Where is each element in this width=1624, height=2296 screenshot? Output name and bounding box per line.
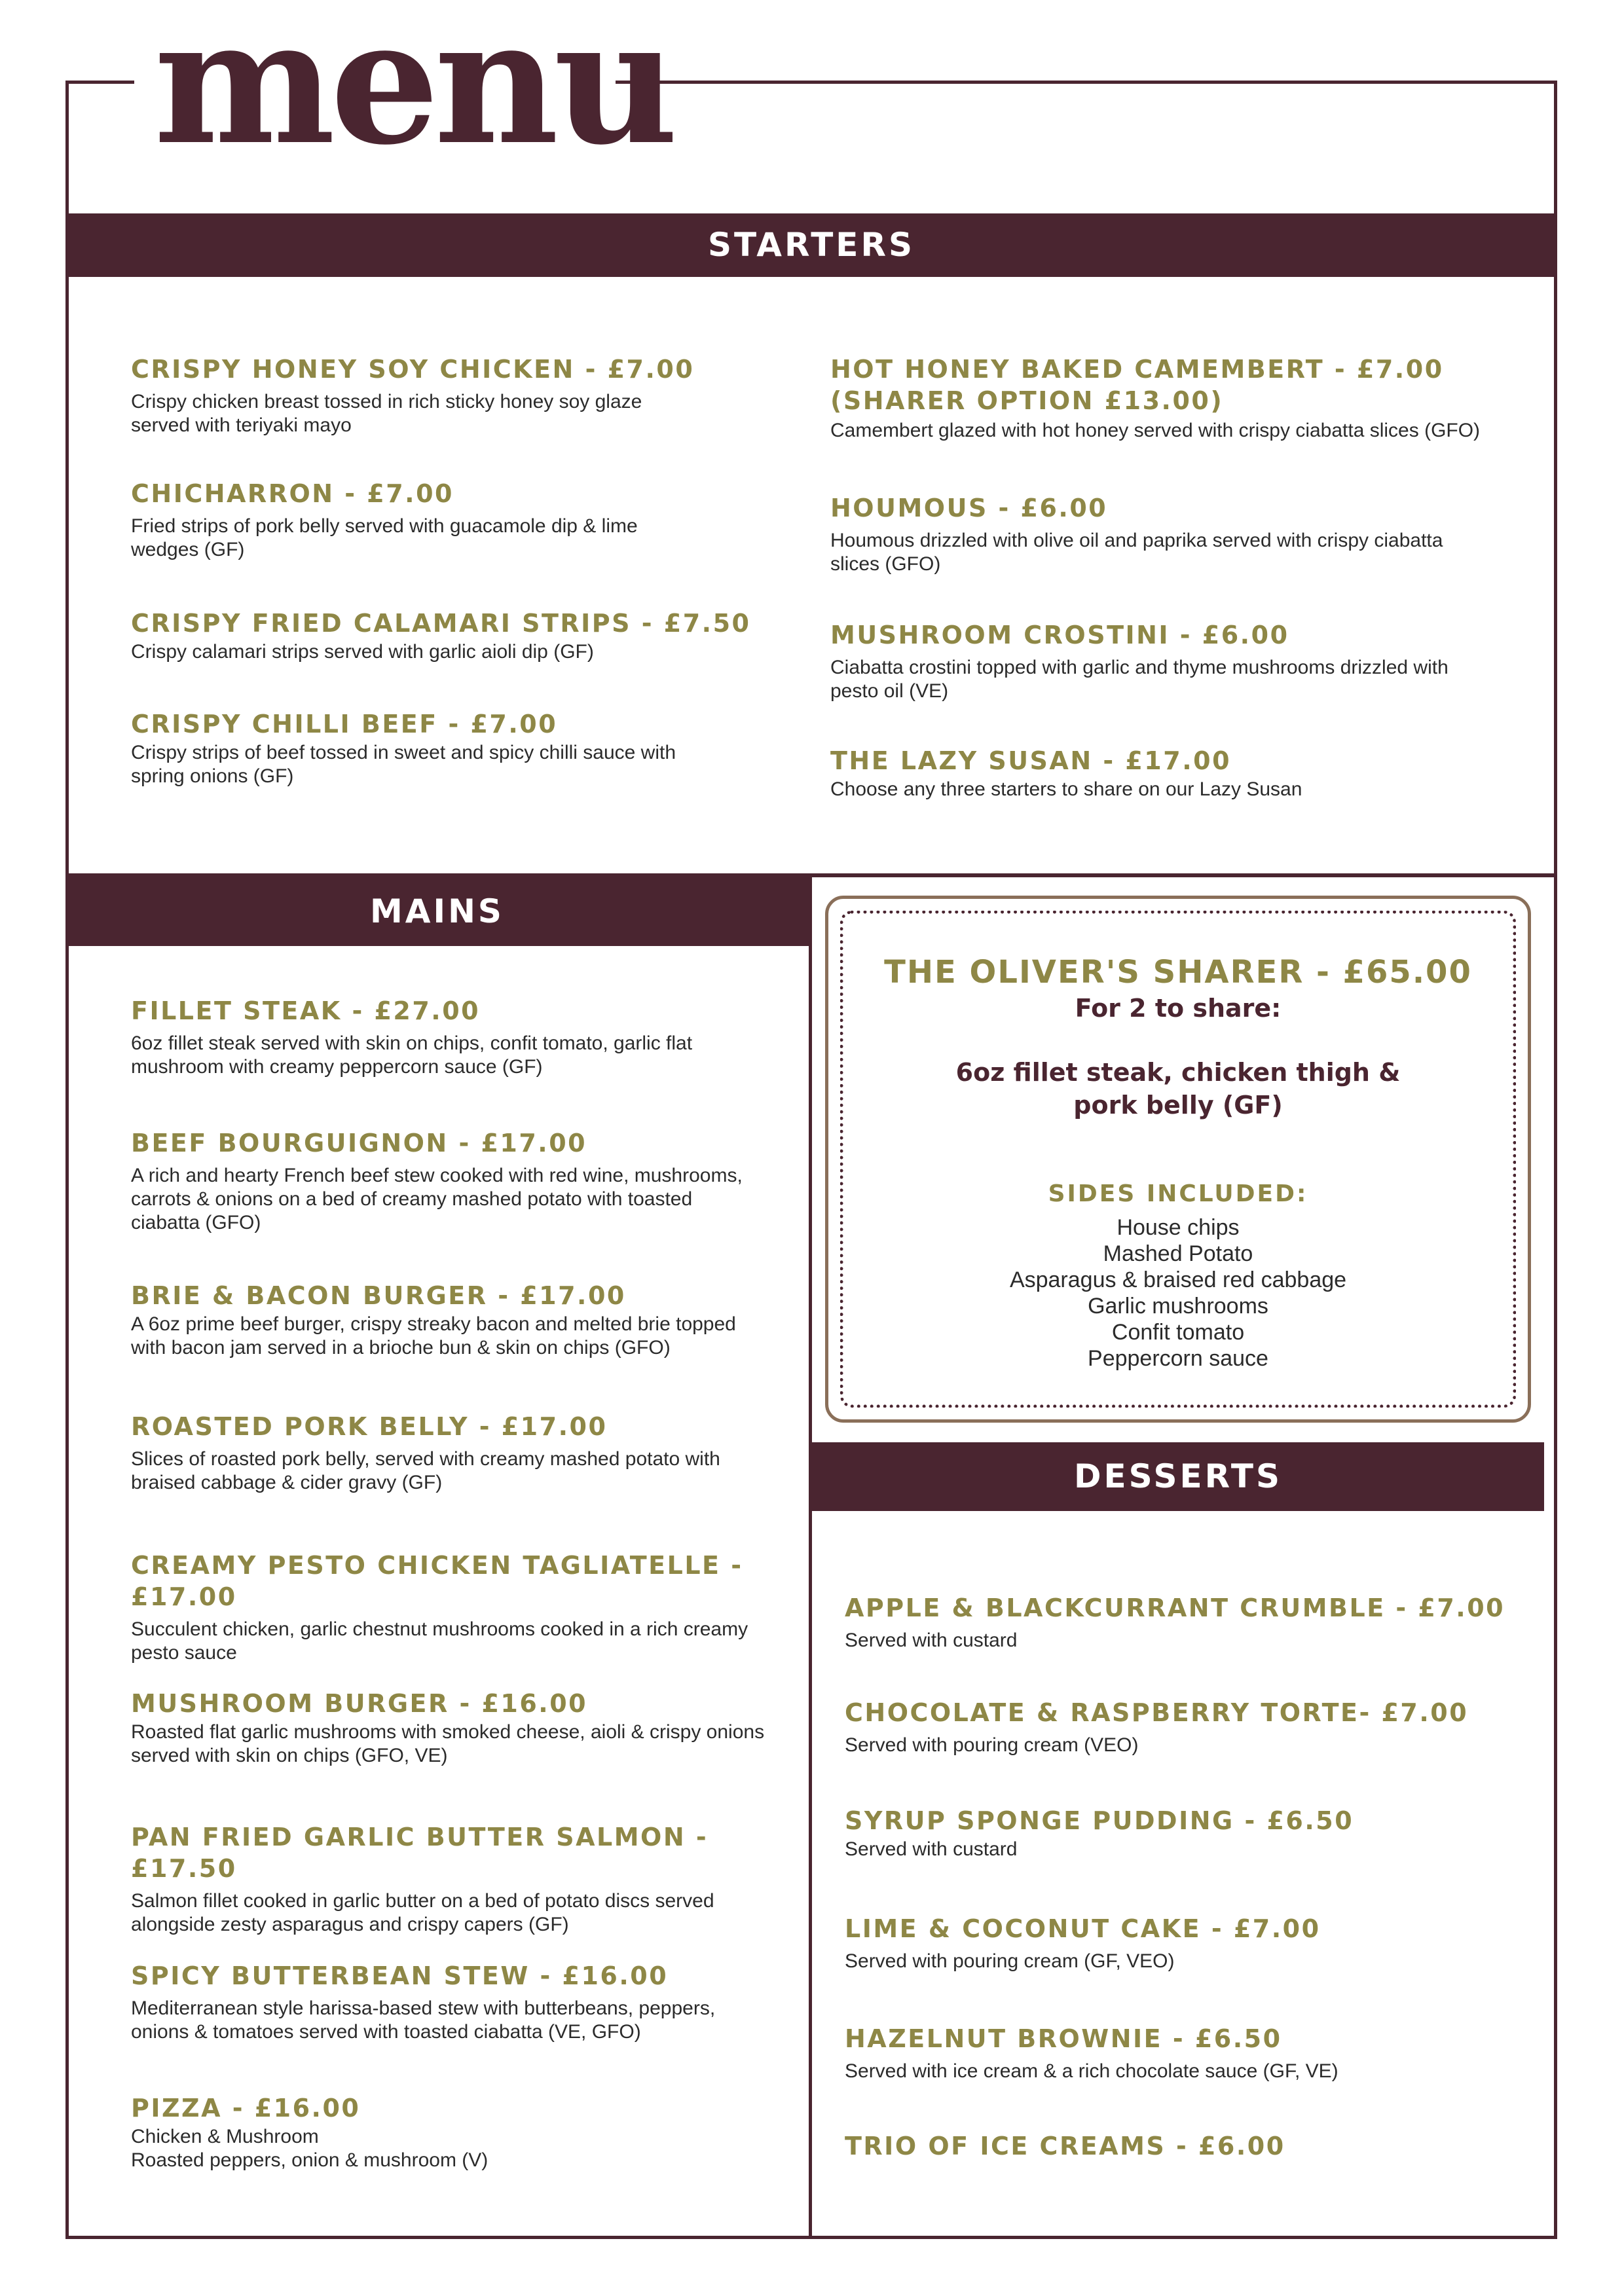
item-description: A 6oz prime beef burger, crispy streaky bacon and melted brie topped with bacon jam served in a brioche bun & skin on chips (GFO) <box>131 1313 736 1358</box>
item-name: SYRUP SPONGE PUDDING - £6.50 <box>845 1806 1354 1835</box>
column-divider <box>809 873 812 2239</box>
item-name: HOT HONEY BAKED CAMEMBERT - £7.00 <box>830 355 1444 384</box>
starter-item <box>131 708 786 788</box>
item-name: CRISPY FRIED CALAMARI STRIPS - £7.50 <box>131 609 751 638</box>
item-name: CREAMY PESTO CHICKEN TAGLIATELLE - £17.00 <box>131 1551 743 1611</box>
item-description: Mediterranean style harissa-based stew with butterbeans, peppers, onions & tomatoes served with toasted ciabatta (VE, GFO) <box>131 1997 716 2043</box>
item-name: CHICHARRON - £7.00 <box>131 479 454 508</box>
item-name: BRIE & BACON BURGER - £17.00 <box>131 1281 626 1310</box>
starter-item <box>830 492 1538 576</box>
item-name: PAN FRIED GARLIC BUTTER SALMON - £17.50 <box>131 1823 709 1883</box>
item-name: PIZZA - £16.00 <box>131 2094 361 2123</box>
item-description: Crispy strips of beef tossed in sweet and spicy chilli sauce with spring onions (GF) <box>131 742 676 787</box>
item-name: TRIO OF ICE CREAMS - £6.00 <box>845 2132 1285 2160</box>
item-description: Choose any three starters to share on our Lazy Susan <box>830 778 1302 800</box>
item-description: A rich and hearty French beef stew cooked with red wine, mushrooms, carrots & onions on a bed of creamy mashed potato with toasted ciabatta (GFO) <box>131 1165 743 1233</box>
item-name-sharer-option: (SHARER OPTION £13.00) <box>830 386 1224 415</box>
main-item <box>131 1960 792 2044</box>
side-item: House chips <box>1116 1215 1240 1240</box>
item-description: Slices of roasted pork belly, served with creamy mashed potato with braised cabbage & cider gravy (GF) <box>131 1448 720 1493</box>
item-name: CRISPY CHILLI BEEF - £7.00 <box>131 710 558 738</box>
side-item: Mashed Potato <box>1103 1241 1253 1266</box>
item-description: Roasted flat garlic mushrooms with smoked cheese, aioli & crispy onions served with skin on chips (GFO, VE) <box>131 1721 765 1766</box>
item-name: CRISPY HONEY SOY CHICKEN - £7.00 <box>131 355 695 384</box>
dessert-item <box>845 1913 1539 1973</box>
side-item: Confit tomato <box>1111 1320 1245 1345</box>
dessert-item <box>845 1592 1539 1652</box>
item-description: 6oz fillet steak served with skin on chips, confit tomato, garlic flat mushroom with creamy peppercorn sauce (GF) <box>131 1032 693 1078</box>
menu-title: menu <box>154 0 673 183</box>
item-name: MUSHROOM BURGER - £16.00 <box>131 1689 588 1718</box>
item-name: HAZELNUT BROWNIE - £6.50 <box>845 2024 1282 2053</box>
starter-item <box>830 354 1538 443</box>
starter-item <box>830 619 1538 703</box>
sharer-subtitle: For 2 to share: <box>1075 994 1282 1023</box>
starter-item <box>131 608 786 664</box>
item-description: Served with ice cream & a rich chocolate sauce (GF, VE) <box>845 2060 1338 2082</box>
item-name: HOUMOUS - £6.00 <box>830 494 1108 522</box>
item-description: Crispy calamari strips served with garlic aioli dip (GF) <box>131 641 594 663</box>
side-item: Peppercorn sauce <box>1088 1346 1268 1371</box>
main-item <box>131 1411 792 1495</box>
item-description: Fried strips of pork belly served with guacamole dip & lime wedges (GF) <box>131 515 638 560</box>
main-item <box>131 1821 792 1937</box>
item-description: Ciabatta crostini topped with garlic and thyme mushrooms drizzled with pesto oil (VE) <box>830 657 1449 702</box>
item-name: ROASTED PORK BELLY - £17.00 <box>131 1412 608 1441</box>
mains-heading: MAINS <box>65 877 809 946</box>
side-item: Asparagus & braised red cabbage <box>1009 1267 1347 1292</box>
sharer-title: THE OLIVER'S SHARER - £65.00 <box>884 954 1472 991</box>
desserts-heading: DESSERTS <box>812 1442 1544 1511</box>
sides-heading: SIDES INCLUDED: <box>1048 1180 1308 1207</box>
item-name: SPICY BUTTERBEAN STEW - £16.00 <box>131 1961 669 1990</box>
dessert-item <box>845 1697 1539 1757</box>
dessert-item <box>845 2130 1539 2162</box>
main-item <box>131 2092 792 2172</box>
item-description: Served with custard <box>845 1630 1018 1651</box>
item-description: Served with pouring cream (VEO) <box>845 1734 1139 1756</box>
item-name: APPLE & BLACKCURRANT CRUMBLE - £7.00 <box>845 1594 1505 1622</box>
main-item <box>131 1280 792 1360</box>
starter-item <box>830 745 1538 801</box>
item-description: Salmon fillet cooked in garlic butter on a bed of potato discs served alongside zesty asparagus and crispy capers (GF) <box>131 1890 714 1935</box>
item-description: Crispy chicken breast tossed in rich sticky honey soy glaze served with teriyaki mayo <box>131 391 642 436</box>
main-item <box>131 1127 792 1235</box>
item-name: THE LAZY SUSAN - £17.00 <box>830 746 1232 775</box>
starter-item <box>131 478 786 562</box>
item-description: Chicken & Mushroom Roasted peppers, onion & mushroom (V) <box>131 2126 489 2171</box>
side-item: Garlic mushrooms <box>1088 1294 1268 1319</box>
item-description: Served with custard <box>845 1838 1018 1860</box>
sharer-box <box>825 896 1531 1423</box>
item-name: MUSHROOM CROSTINI - £6.00 <box>830 621 1289 649</box>
sharer-description: 6oz fillet steak, chicken thigh & pork belly (GF) <box>955 1058 1401 1120</box>
item-description: Served with pouring cream (GF, VEO) <box>845 1950 1175 1972</box>
item-name: BEEF BOURGUIGNON - £17.00 <box>131 1129 587 1157</box>
item-description: Succulent chicken, garlic chestnut mushrooms cooked in a rich creamy pesto sauce <box>131 1618 748 1664</box>
dessert-item <box>845 1805 1539 1861</box>
item-name: LIME & COCONUT CAKE - £7.00 <box>845 1914 1321 1943</box>
main-item <box>131 1688 792 1768</box>
main-item <box>131 995 792 1079</box>
main-item <box>131 1550 799 1665</box>
dessert-item <box>845 2023 1539 2083</box>
item-name: CHOCOLATE & RASPBERRY TORTE- £7.00 <box>845 1698 1469 1727</box>
item-description: Houmous drizzled with olive oil and paprika served with crispy ciabatta slices (GFO) <box>830 530 1443 575</box>
item-name: FILLET STEAK - £27.00 <box>131 996 481 1025</box>
starter-item <box>131 354 786 437</box>
item-description: Camembert glazed with hot honey served with crispy ciabatta slices (GFO) <box>830 420 1481 441</box>
sharer-content <box>828 953 1528 1372</box>
sides-list <box>828 1214 1528 1372</box>
starters-heading: STARTERS <box>65 213 1557 277</box>
